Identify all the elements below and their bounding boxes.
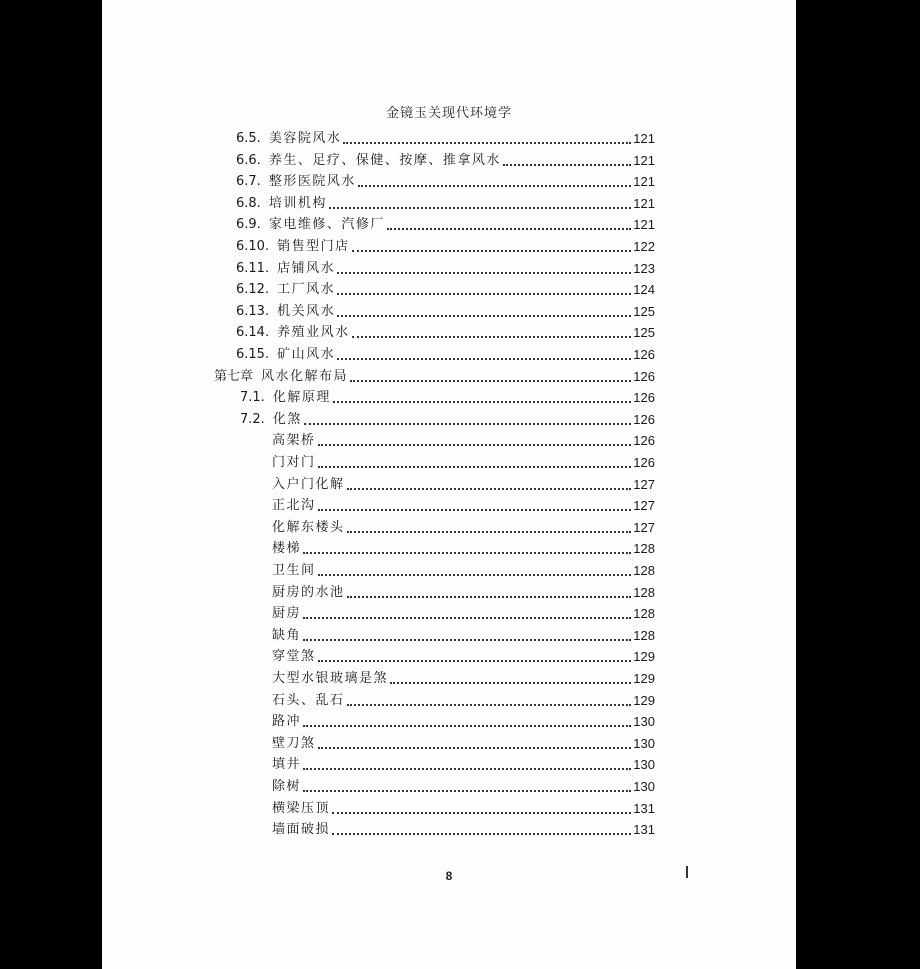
toc-entry <box>272 584 655 602</box>
toc-entry <box>272 562 655 580</box>
toc-entry-title: 穿堂煞 <box>272 649 316 665</box>
toc-entry-title: 机关风水 <box>277 303 336 319</box>
dot-leader <box>347 596 632 598</box>
toc-entry-page: 127 <box>633 476 655 492</box>
dot-leader <box>390 682 631 684</box>
toc-entry-number: 6.8. <box>236 195 261 211</box>
toc-entry-title: 路冲 <box>272 714 302 730</box>
toc-entry <box>272 735 655 753</box>
toc-entry <box>272 432 655 450</box>
toc-entry-page: 130 <box>633 779 655 794</box>
dot-leader <box>329 207 631 209</box>
toc-entry <box>236 324 655 342</box>
toc-entry-title: 楼梯 <box>272 541 302 557</box>
document-page <box>102 0 796 969</box>
toc-entry-page: 126 <box>633 368 655 384</box>
toc-entry <box>272 670 655 688</box>
table-of-contents <box>102 0 796 969</box>
toc-entry-page: 121 <box>633 131 655 146</box>
toc-entry-number: 6.13. <box>236 303 270 319</box>
toc-entry-number: 6.7. <box>236 174 261 190</box>
dot-leader <box>347 488 632 490</box>
toc-entry-number: 6.9. <box>236 217 261 233</box>
toc-entry-title: 养生、足疗、保健、按摩、推拿风水 <box>268 152 501 168</box>
dot-leader <box>337 358 631 360</box>
toc-entry-page: 121 <box>633 217 655 233</box>
dot-leader <box>332 812 631 814</box>
toc-entry <box>236 216 655 234</box>
toc-entry <box>272 692 655 710</box>
toc-entry <box>240 389 655 407</box>
dot-leader <box>303 768 631 770</box>
toc-entry-page: 131 <box>633 800 655 816</box>
toc-entry-page: 123 <box>633 260 655 276</box>
toc-entry-page: 130 <box>633 735 655 751</box>
toc-entry-title: 养殖业风水 <box>277 325 350 341</box>
toc-entry <box>272 778 655 796</box>
dot-leader <box>337 272 631 274</box>
toc-entry-title: 高架桥 <box>272 433 316 449</box>
toc-entry <box>272 821 655 839</box>
toc-entry <box>272 497 655 515</box>
toc-entry-number: 6.15. <box>236 347 270 362</box>
toc-entry-title: 化解原理 <box>272 390 331 406</box>
toc-entry-title: 美容院风水 <box>268 131 342 146</box>
toc-entry <box>272 800 655 818</box>
dot-leader <box>318 747 632 749</box>
dot-leader <box>303 639 631 641</box>
toc-entry <box>272 476 655 494</box>
toc-entry-page: 130 <box>633 757 655 773</box>
toc-entry-title: 墙面破损 <box>272 822 331 838</box>
toc-entry <box>272 756 655 774</box>
toc-entry <box>272 540 655 558</box>
toc-entry-page: 128 <box>633 606 655 622</box>
dot-leader <box>343 142 631 144</box>
dot-leader <box>332 833 631 835</box>
toc-entry <box>236 130 655 148</box>
toc-entry-title: 入户门化解 <box>272 476 345 492</box>
toc-entry-page: 121 <box>633 174 655 190</box>
toc-entry-number: 第七章 <box>214 368 254 384</box>
toc-entry <box>236 152 655 170</box>
toc-entry-title: 大型水银玻璃是煞 <box>272 671 389 686</box>
dot-leader <box>304 423 631 425</box>
toc-entry-title: 工厂风水 <box>277 282 336 298</box>
toc-entry <box>272 713 655 731</box>
toc-entry-page: 122 <box>633 239 655 254</box>
toc-entry-page: 126 <box>633 411 655 427</box>
toc-entry-page: 131 <box>633 822 655 838</box>
dot-leader <box>337 293 631 295</box>
toc-entry-page: 121 <box>633 152 655 168</box>
toc-entry-title: 缺角 <box>272 627 302 643</box>
dot-leader <box>303 790 631 792</box>
toc-entry-page: 125 <box>633 325 655 341</box>
toc-entry-title: 化煞 <box>272 411 302 427</box>
dot-leader <box>352 250 632 252</box>
toc-entry-title: 店铺风水 <box>277 260 336 276</box>
dot-leader <box>347 531 632 533</box>
dot-leader <box>350 380 631 382</box>
toc-entry-page: 130 <box>633 714 655 730</box>
toc-entry <box>272 454 655 472</box>
dot-leader <box>318 466 632 468</box>
toc-entry <box>236 281 655 299</box>
toc-entry <box>236 303 655 321</box>
toc-entry-title: 销售型门店 <box>277 239 350 254</box>
toc-entry-title: 卫生间 <box>272 563 316 578</box>
toc-entry-title: 横梁压顶 <box>272 800 331 816</box>
toc-entry <box>236 260 655 278</box>
dot-leader <box>347 704 632 706</box>
toc-entry-page: 128 <box>633 627 655 643</box>
toc-entry <box>272 627 655 645</box>
toc-entry-page: 126 <box>633 455 655 470</box>
toc-entry <box>236 238 655 256</box>
toc-entry-page: 126 <box>633 433 655 449</box>
dot-leader <box>358 185 631 187</box>
toc-entry <box>272 648 655 666</box>
toc-entry-number: 6.11. <box>236 260 270 276</box>
toc-entry-number: 7.2. <box>240 411 265 427</box>
toc-entry-title: 厨房的水池 <box>272 584 345 600</box>
toc-entry-title: 风水化解布局 <box>261 368 349 384</box>
dot-leader <box>318 660 632 662</box>
toc-entry-number: 6.14. <box>236 325 270 341</box>
toc-entry-page: 128 <box>633 541 655 557</box>
toc-entry-title: 家电维修、汽修厂 <box>268 217 385 233</box>
toc-entry-page: 128 <box>633 563 655 578</box>
toc-entry-title: 整形医院风水 <box>268 174 356 190</box>
dot-leader <box>318 574 632 576</box>
toc-entry-number: 6.5. <box>236 131 261 146</box>
toc-entry <box>272 605 655 623</box>
dot-leader <box>503 164 631 166</box>
toc-entry <box>236 173 655 191</box>
toc-entry-title: 壁刀煞 <box>272 735 316 751</box>
toc-entry-title: 化解东楼头 <box>272 519 345 535</box>
dot-leader <box>303 725 631 727</box>
toc-entry-number: 6.10. <box>236 239 270 254</box>
toc-entry <box>214 368 655 386</box>
toc-entry-title: 培训机构 <box>268 195 327 211</box>
margin-mark <box>686 866 688 878</box>
dot-leader <box>303 552 631 554</box>
toc-entry-number: 7.1. <box>240 390 265 406</box>
toc-entry-page: 121 <box>633 195 655 211</box>
running-header: 金镜玉关现代环境学 <box>385 106 512 121</box>
toc-entry-number: 6.12. <box>236 282 270 298</box>
toc-entry-page: 129 <box>633 649 655 665</box>
toc-entry-title: 石头、乱石 <box>272 692 345 708</box>
toc-entry-title: 矿山风水 <box>277 347 336 362</box>
toc-entry-page: 126 <box>633 347 655 362</box>
toc-entry-page: 129 <box>633 671 655 686</box>
dot-leader <box>387 228 631 230</box>
toc-entry <box>236 346 655 364</box>
toc-entry-number: 6.6. <box>236 152 261 168</box>
toc-entry-title: 填井 <box>272 757 302 773</box>
toc-entry <box>272 519 655 537</box>
toc-entry-page: 129 <box>633 692 655 708</box>
toc-entry-page: 126 <box>633 390 655 406</box>
dot-leader <box>337 315 631 317</box>
dot-leader <box>318 509 632 511</box>
toc-entry-page: 127 <box>633 519 655 535</box>
toc-entry-page: 125 <box>633 303 655 319</box>
toc-entry-page: 128 <box>633 584 655 600</box>
dot-leader <box>352 336 632 338</box>
toc-entry <box>240 411 655 429</box>
toc-entry-title: 正北沟 <box>272 498 316 514</box>
dot-leader <box>318 444 632 446</box>
toc-entry-title: 除树 <box>272 779 302 794</box>
dot-leader <box>333 401 631 403</box>
toc-entry-title: 厨房 <box>272 606 302 622</box>
toc-entry-page: 127 <box>633 498 655 514</box>
toc-entry-title: 门对门 <box>272 455 316 470</box>
toc-entry <box>236 195 655 213</box>
toc-entry-page: 124 <box>633 282 655 298</box>
dot-leader <box>303 617 631 619</box>
page-number: 8 <box>445 869 453 883</box>
